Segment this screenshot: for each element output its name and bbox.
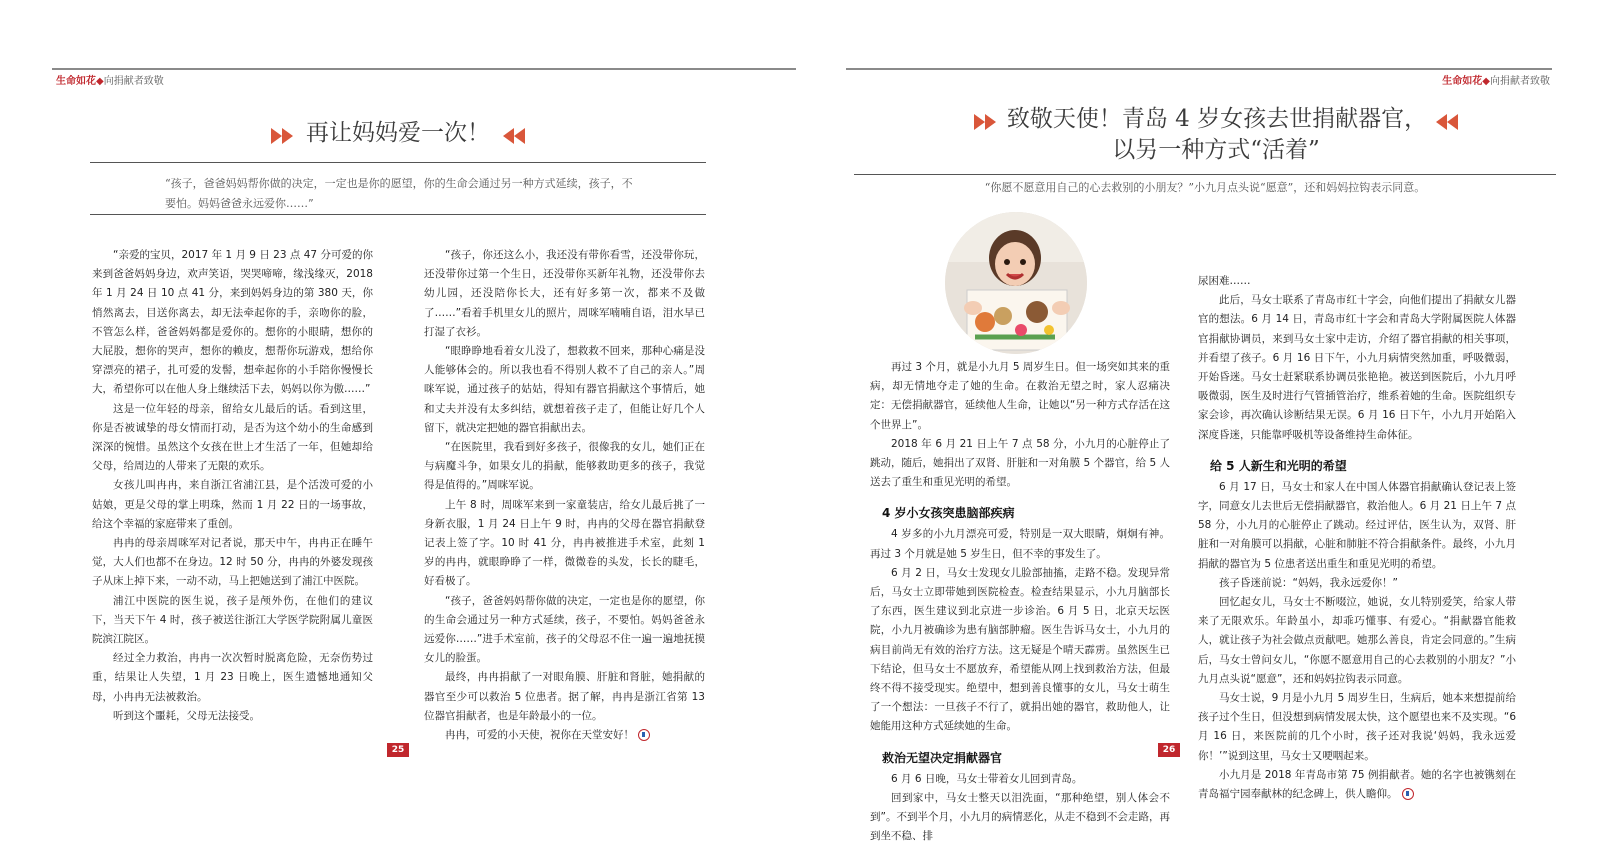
paragraph: 此后，马女士联系了青岛市红十字会，向他们提出了捐献女儿器官的想法。6 月 14 日，青岛市红十字会和青岛大学附属医院人体器官捐献协调员，来到马女士家中走访，介绍了器官捐献的相关事项，并看望了孩子。6 月 16 日下午，小九月病情突然加重，呼吸微弱，开始昏迷。马女士赶紧联系协调员张艳艳。被送到医院后，小九月呼吸微弱，医生及时进行气管插管治疗，维系着她的生命。医院组织专家会诊，再次确认诊断结果无误。6 月 16 日下午，小九月开始陷入深度昏迷，只能靠呼吸机等设备维持生命体征。 xyxy=(1198,294,1516,441)
paragraph: 尿困难…… xyxy=(1198,275,1251,287)
left-page xyxy=(0,0,806,818)
section-heading: 给 5 人新生和光明的希望 xyxy=(1210,458,1347,473)
paragraph: 再过 3 个月，就是小九月 5 周岁生日。但一场突如其来的重病，却无情地夺走了她的生命。在救治无望之时，家人忍痛决定：无偿捐献器官，延续他人生命，让她以“另一种方式存活在这个世界上”。 xyxy=(870,361,1170,431)
paragraph: 孩子昏迷前说：“妈妈，我永远爱你！” xyxy=(1219,576,1398,589)
title-marker-left-icon xyxy=(974,114,985,130)
paragraph: 冉冉的母亲周咪军对记者说，那天中午，冉冉正在睡午觉，大人们也都不在身边。12 时 50 分，冉冉的外婆发现孩子从床上掉下来，一动不动，马上把她送到了浦江中医院。 xyxy=(92,537,373,588)
donation-logo-icon xyxy=(638,729,650,741)
title-rule-bottom xyxy=(90,214,706,215)
article-column-2 xyxy=(1198,272,1516,804)
article-title-block xyxy=(896,104,1536,166)
girl-holding-drawing-photo xyxy=(945,212,1087,354)
title-rule-top xyxy=(90,162,706,163)
title-marker-left-icon-2 xyxy=(985,114,996,130)
article-column-2 xyxy=(424,246,705,745)
article-title-block xyxy=(90,118,706,149)
paragraph: “孩子，你还这么小，我还没有带你看雪，还没带你玩，还没带你过第一个生日，还没带你买新年礼物，还没带你去幼儿园，还没陪你长大，还有好多第一次，都来不及做了……”看着手机里女儿的照片，周咪军喃喃自语，泪水早已打湿了衣衫。 xyxy=(424,249,705,338)
article-title-line-2: 以另一种方式“活着” xyxy=(1112,137,1320,163)
header-brand: 生命如花◆ xyxy=(1442,76,1490,87)
page-number: 26 xyxy=(1158,743,1180,757)
right-page xyxy=(806,0,1612,843)
paragraph: 回忆起女儿，马女士不断啜泣，她说，女儿特别爱笑，给家人带来了无限欢乐。年龄虽小，却乖巧懂事、有爱心。“捐献器官能救人，就让孩子为社会做点贡献吧。她那么善良，肯定会同意的。”生病后，马女士曾问女儿，“你愿不愿意用自己的心去救别的小朋友？”小九月点头说“愿意”，还和妈妈拉钩表示同意。 xyxy=(1198,596,1516,685)
paragraph: 马女士说，9 月是小九月 5 周岁生日，生病后，她本来想提前给孩子过个生日，但没想到病情发展太快，这个愿望也来不及实现。“6 月 16 日，来医院前的几个小时，孩子还对我说‘妈妈，我永远爱你！’”说到这里，马女士又哽咽起来。 xyxy=(1198,692,1516,762)
paragraph: 经过全力救治，冉冉一次次暂时脱离危险，无奈伤势过重，结果让人失望，1 月 23 日晚上，医生遗憾地通知父母，小冉冉无法被救治。 xyxy=(92,652,373,703)
paragraph: 这是一位年轻的母亲，留给女儿最后的话。看到这里，你是否被诚挚的母女情而打动，是否为这个幼小的生命感到深深的惋惜。虽然这个女孩在世上才生活了一年，但她却给父母，给周边的人带来了无限的欢乐。 xyxy=(92,402,373,473)
photo-illustration xyxy=(945,212,1087,354)
title-marker-right-icon-2 xyxy=(514,128,525,144)
article-column-1 xyxy=(870,358,1170,846)
paragraph: 4 岁多的小九月漂亮可爱，特别是一双大眼睛，炯炯有神。再过 3 个月就是她 5 岁生日，但不幸的事发生了。 xyxy=(870,528,1170,560)
paragraph: 6 月 17 日，马女士和家人在中国人体器官捐献确认登记表上签字，同意女儿去世后无偿捐献器官，救治他人。6 月 21 日上午 7 点 58 分，小九月的心脏停止了跳动。经过评估，医生认为，双肾、肝脏和一对角膜可以捐献，心脏和肺脏不符合捐献条件。最终，小九月捐献的器官为 5 位患者送出重生和重见光明的希望。 xyxy=(1198,480,1516,570)
paragraph: “亲爱的宝贝，2017 年 1 月 9 日 23 点 47 分可爱的你来到爸爸妈妈身边，欢声笑语，哭哭啼啼，缘浅缘灭，2018 年 1 月 24 日 10 点 41 分，来到妈妈身边的第 380 天，你悄然离去，目送你离去，却无法牵起你的手，亲吻你的脸，不管怎么样，爸爸妈妈都是爱你的。想你的小眼睛，想你的大屁股，想你的哭声，想你的赖皮，想帮你玩游戏，想给你穿漂亮的裙子，扎可爱的发髻，想牵起你的小手陪你慢慢长大，希望你可以在他人身上继续活下去，妈妈以你为傲……” xyxy=(92,249,373,396)
header-brand: 生命如花◆ xyxy=(56,76,104,87)
paragraph: “在医院里，我看到好多孩子，很像我的女儿，她们正在与病魔斗争，如果女儿的捐献，能够救助更多的孩子，我觉得是值得的。”周咪军说。 xyxy=(424,441,705,492)
paragraph: 最终，冉冉捐献了一对眼角膜、肝脏和肾脏，她捐献的器官至少可以救治 5 位患者。据了解，冉冉是浙江省第 13 位器官捐献者，也是年龄最小的一位。 xyxy=(424,671,705,722)
paragraph: “眼睁睁地看着女儿没了，想救救不回来，那种心痛是没人能够体会的。所以我也看不得别人救不了自己的亲人。”周咪军说，通过孩子的姑姑，得知有器官捐献这个事情后，她和丈夫并没有太多纠结，就想着孩子走了，但能让好几个人留下，就决定把她的器官捐献出去。 xyxy=(424,345,705,434)
section-heading: 救治无望决定捐献器官 xyxy=(882,750,1003,765)
header-subtitle: 向捐献者致敬 xyxy=(1490,76,1550,87)
pull-quote: “孩子，爸爸妈妈帮你做的决定，一定也是你的愿望，你的生命会通过另一种方式延续，孩子，不要怕。妈妈爸爸永远爱你……” xyxy=(165,177,633,210)
article-title-line-1: 致敬天使！青岛 4 岁女孩去世捐献器官， xyxy=(1006,106,1428,132)
title-rule xyxy=(854,174,1556,175)
paragraph: 上午 8 时，周咪军来到一家童装店，给女儿最后挑了一身新衣服，1 月 24 日上午 9 时，冉冉的父母在器官捐献登记表上签了字。10 时 41 分，冉冉被推进手术室，此刻 1 岁的冉冉，就眼睁睁了一样，微微卷的头发，长长的睫毛，好看极了。 xyxy=(424,498,705,588)
article-column-1 xyxy=(92,246,373,726)
paragraph: 听到这个噩耗，父母无法接受。 xyxy=(113,709,260,722)
paragraph-closing xyxy=(424,726,705,745)
header-subtitle: 向捐献者致敬 xyxy=(103,76,164,87)
paragraph: “孩子，爸爸妈妈帮你做的决定，一定也是你的愿望，你的生命会通过另一种方式延续，孩子，不要怕。妈妈爸爸永远爱你……”进手术室前，孩子的父母忍不住一遍一遍地抚摸女儿的脸蛋。 xyxy=(424,594,705,665)
title-marker-left-icon xyxy=(271,128,282,144)
paragraph: 6 月 6 日晚，马女士带着女儿回到青岛。 xyxy=(891,772,1083,785)
running-header xyxy=(56,72,164,87)
title-marker-left-icon-2 xyxy=(282,128,293,144)
closing-text: 小九月是 2018 年青岛市第 75 例捐献者。她的名字也被镌刻在青岛福宁园奉献林的纪念碑上，供人瞻仰。 xyxy=(1198,768,1516,801)
paragraph-closing xyxy=(1198,766,1516,804)
paragraph: 女孩儿叫冉冉，来自浙江省浦江县，是个活泼可爱的小姑娘，更是父母的掌上明珠，然而 1 月 22 日的一场事故，给这个幸福的家庭带来了重创。 xyxy=(92,479,373,530)
article-title: 再让妈妈爱一次！ xyxy=(306,120,490,146)
closing-text: 冉冉，可爱的小天使，祝你在天堂安好！ xyxy=(445,729,634,742)
title-marker-right-icon-2 xyxy=(1447,114,1458,130)
paragraph: 浦江中医院的医生说，孩子是颅外伤，在他们的建议下，当天下午 4 时，孩子被送往浙江大学医学院附属儿童医院滨江院区。 xyxy=(92,594,373,646)
header-rule xyxy=(52,68,796,70)
page-number: 25 xyxy=(387,743,409,757)
paragraph: 2018 年 6 月 21 日上午 7 点 58 分，小九月的心脏停止了跳动，随后，她捐出了双肾、肝脏和一对角膜 5 个器官，给 5 人送去了重生和重见光明的希望。 xyxy=(870,437,1170,489)
title-marker-right-icon xyxy=(503,128,514,144)
paragraph: 6 月 2 日，马女士发现女儿脸部抽搐，走路不稳。发现异常后，马女士立即带她到医院检查。检查结果显示，小九月脑部长了东西，医生建议到北京进一步诊治。6 月 5 日，北京天坛医院，小九月被确诊为患有脑部肿瘤。医生告诉马女士，小九月的病目前尚无有效的治疗方法。这无疑是个晴天霹雳。虽然医生已下结论，但马女士不愿放弃，希望能从网上找到救治方法，但最终不得不接受现实。绝望中，想到善良懂事的女儿，马女士萌生了一个想法：一旦孩子不行了，就捐出她的器官，救助他人，让她能用这种方式延续她的生命。 xyxy=(870,566,1170,733)
section-heading: 4 岁小女孩突患脑部疾病 xyxy=(882,506,1015,521)
header-rule xyxy=(846,68,1552,70)
paragraph: 回到家中，马女士整天以泪洗面，“那种绝望，别人体会不到”。不到半个月，小九月的病情恶化，从走不稳到不会走路，再到坐不稳、排 xyxy=(870,791,1170,843)
title-marker-right-icon xyxy=(1436,114,1447,130)
donation-logo-icon xyxy=(1402,788,1414,800)
running-header xyxy=(1442,72,1550,87)
pull-quote: “你愿不愿意用自己的心去救别的小朋友？”小九月点头说“愿意”，还和妈妈拉钩表示同意。 xyxy=(984,181,1426,194)
